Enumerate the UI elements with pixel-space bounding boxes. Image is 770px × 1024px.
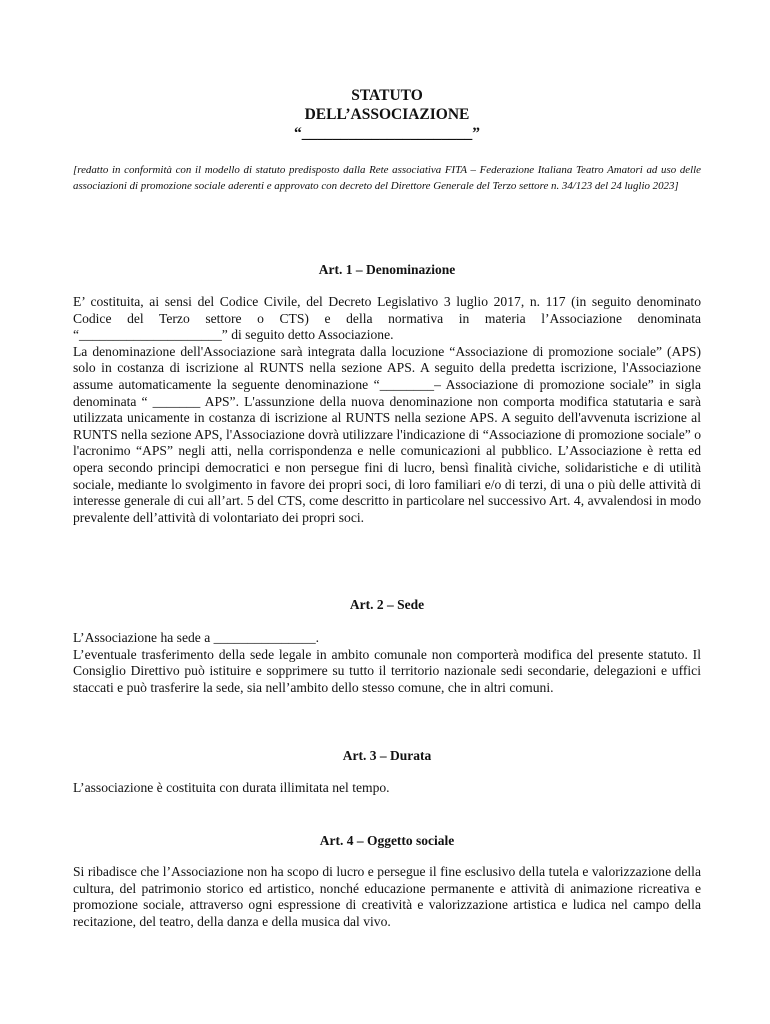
title-name-blank: “______________________” [294, 125, 480, 142]
article-4-body [73, 864, 701, 930]
article-3-paragraph-1: L’associazione è costituita con durata illimitata nel tempo. [73, 780, 390, 795]
article-2-body [73, 630, 701, 696]
article-2-heading: Art. 2 – Sede [349, 597, 425, 612]
title-statuto: STATUTO [351, 87, 423, 104]
article-2-paragraph-1: L’Associazione ha sede a _______________. [73, 630, 320, 645]
document-title [73, 86, 701, 143]
article-1-paragraph-2: La denominazione dell'Associazione sarà integrata dalla locuzione “Associazione di promozione sociale” (APS) solo in costanza di iscrizione al RUNTS nella sezione APS. A seguito della predetta iscrizione, l'Associazione assume automaticamente la seguente denominazione “________– Associazione di promozione sociale” in sigla denominata “ _______ APS”. L'assunzione della nuova denominazione non comporta modifica statutaria e sarà utilizzata unicamente in costanza di iscrizione al RUNTS nella sezione APS. A seguito dell'avvenuta iscrizione al RUNTS nella sezione APS, l'Associazione dovrà utilizzare l'indicazione di “Associazione di promozione sociale” o l'acronimo “APS” negli atti, nella corrispondenza e nelle comunicazioni al pubblico. L’Associazione è retta ed opera secondo principi democratici e non persegue fini di lucro, bensì finalità civiche, solidaristiche e di utilità sociale, mediante lo svolgimento in favore dei propri soci, di loro familiari e/o di terzi, di una o più delle attività di interesse generale di cui all’art. 5 del CTS, come descritto in particolare nel successivo Art. 4, avvalendosi in modo prevalente dell’attività di volontariato dei propri soci. [73, 343, 701, 525]
article-1-paragraph-1: E’ costituita, ai sensi del Codice Civile, del Decreto Legislativo 3 luglio 2017, n. 117 (in seguito denominato Codice del Terzo settore o CTS) e della normativa in materia l’Associazione denominata “_____________________” di seguito detto Associazione. [73, 294, 701, 343]
title-associazione: DELL’ASSOCIAZIONE [304, 106, 470, 123]
article-1-body [73, 294, 701, 526]
article-3-heading: Art. 3 – Durata [342, 748, 432, 763]
article-2-paragraph-2: L’eventuale trasferimento della sede legale in ambito comunale non comporterà modifica del presente statuto. Il Consiglio Direttivo può istituire e sopprimere su tutto il territorio nazionale sedi secondarie, delegazioni e uffici staccati e può trasferire la sede, sia nell’ambito dello stesso comune, che in altri comuni. [73, 646, 701, 695]
drafting-note: [redatto in conformità con il modello di statuto predisposto dalla Rete associativa FITA – Federazione Italiana Teatro Amatori ad uso delle associazioni di promozione sociale aderenti e approvato con decreto del Direttore Generale del Terzo settore n. 34/123 del 24 luglio 2023] [73, 164, 701, 192]
article-3-body [73, 780, 701, 797]
article-1-heading: Art. 1 – Denominazione [318, 262, 456, 277]
article-4-heading: Art. 4 – Oggetto sociale [319, 833, 455, 848]
article-4-paragraph-1: Si ribadisce che l’Associazione non ha scopo di lucro e persegue il fine esclusivo della tutela e valorizzazione della cultura, del patrimonio storico ed artistico, nonché educazione permanente e attività di animazione ricreativa e promozione sociale, attraverso ogni espressione di creatività e valorizzazione artistica e ludica nel campo della recitazione, del teatro, della danza e della musica dal vivo. [73, 864, 701, 929]
